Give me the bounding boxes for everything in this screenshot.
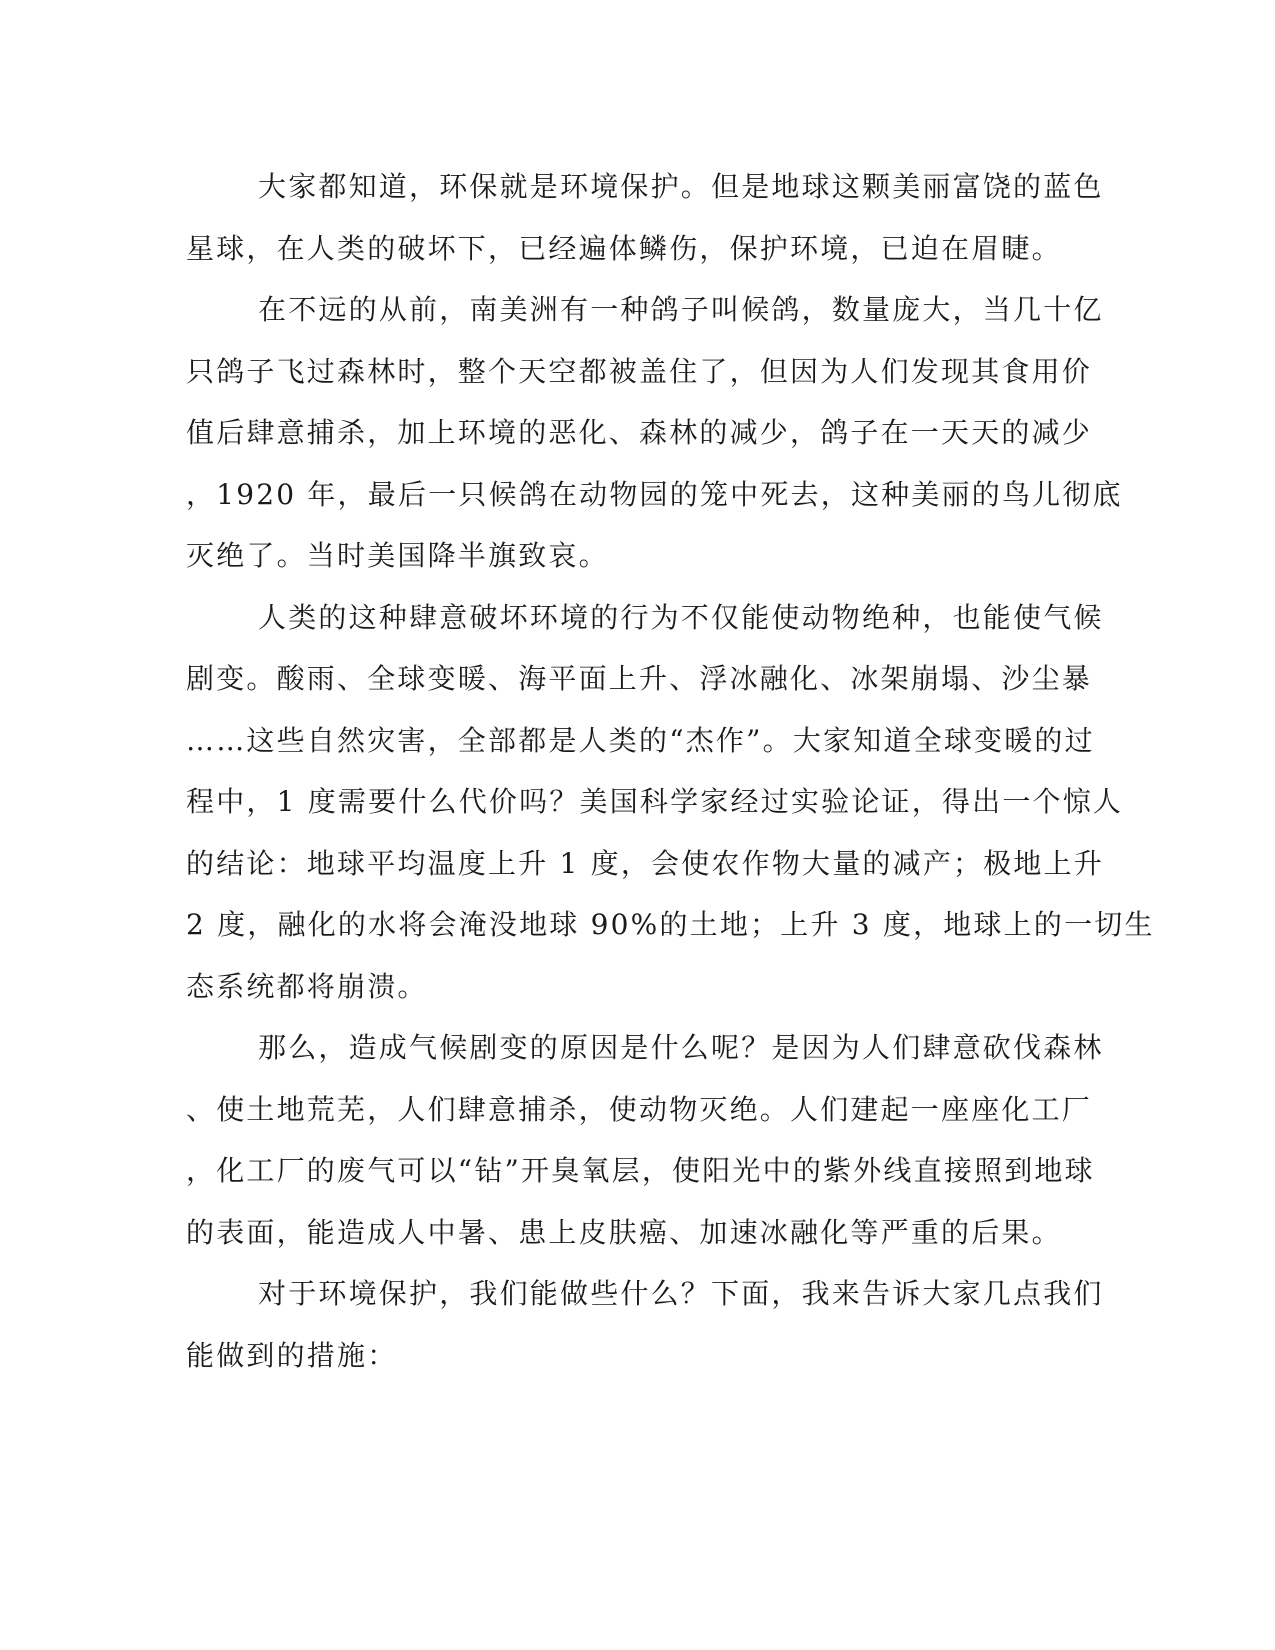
paragraph-line: 态系统都将崩溃。 [186,969,428,1003]
paragraph-line: ……这些自然灾害，全部都是人类的“杰作”。大家知道全球变暖的过 [186,723,1095,757]
document-body [186,156,1155,1386]
paragraph-line: 的结论：地球平均温度上升 1 度，会使农作物大量的减产；极地上升 [186,846,1105,880]
paragraph-line: 在不远的从前，南美洲有一种鸽子叫候鸽，数量庞大，当几十亿 [258,293,1104,326]
paragraph-line: 人类的这种肆意破坏环境的行为不仅能使动物绝种，也能使气候 [258,600,1104,634]
paragraph-line: 只鸽子飞过森林时，整个天空都被盖住了，但因为人们发现其食用价 [186,354,1093,388]
paragraph-line: 剧变。酸雨、全球变暖、海平面上升、浮冰融化、冰架崩塌、沙尘暴 [186,662,1093,695]
paragraph-line: 大家都知道，环保就是环境保护。但是地球这颗美丽富饶的蓝色 [258,170,1104,203]
paragraph-line: 的表面，能造成人中暑、患上皮肤癌、加速冰融化等严重的后果。 [186,1215,1062,1249]
paragraph-line: ，化工厂的废气可以“钻”开臭氧层，使阳光中的紫外线直接照到地球 [186,1154,1095,1187]
paragraph-1 [186,156,1104,279]
paragraph-line: ，1920 年，最后一只候鸽在动物园的笼中死去，这种美丽的鸟儿彻底 [186,477,1123,511]
paragraph-line: 、使土地荒芜，人们肆意捕杀，使动物灭绝。人们建起一座座化工厂 [186,1092,1093,1126]
paragraph-line: 灭绝了。当时美国降半旗致哀。 [186,539,609,572]
paragraph-line: 程中，1 度需要什么代价吗？美国科学家经过实验论证，得出一个惊人 [186,785,1124,818]
paragraph-3 [186,587,1155,1018]
paragraph-line: 那么，造成气候剧变的原因是什么呢？是因为人们肆意砍伐森林 [258,1031,1104,1064]
paragraph-2 [186,279,1123,587]
paragraph-line: 2 度，融化的水将会淹没地球 90%的土地；上升 3 度，地球上的一切生 [186,908,1155,941]
paragraph-line: 能做到的措施： [186,1338,398,1372]
paragraph-line: 星球，在人类的破坏下，已经遍体鳞伤，保护环境，已迫在眉睫。 [186,231,1062,265]
paragraph-line: 值后肆意捕杀，加上环境的恶化、森林的减少，鸽子在一天天的减少 [186,416,1093,449]
paragraph-line: 对于环境保护，我们能做些什么？下面，我来告诉大家几点我们 [258,1277,1104,1310]
paragraph-4 [186,1017,1104,1263]
paragraph-5 [186,1263,1104,1386]
